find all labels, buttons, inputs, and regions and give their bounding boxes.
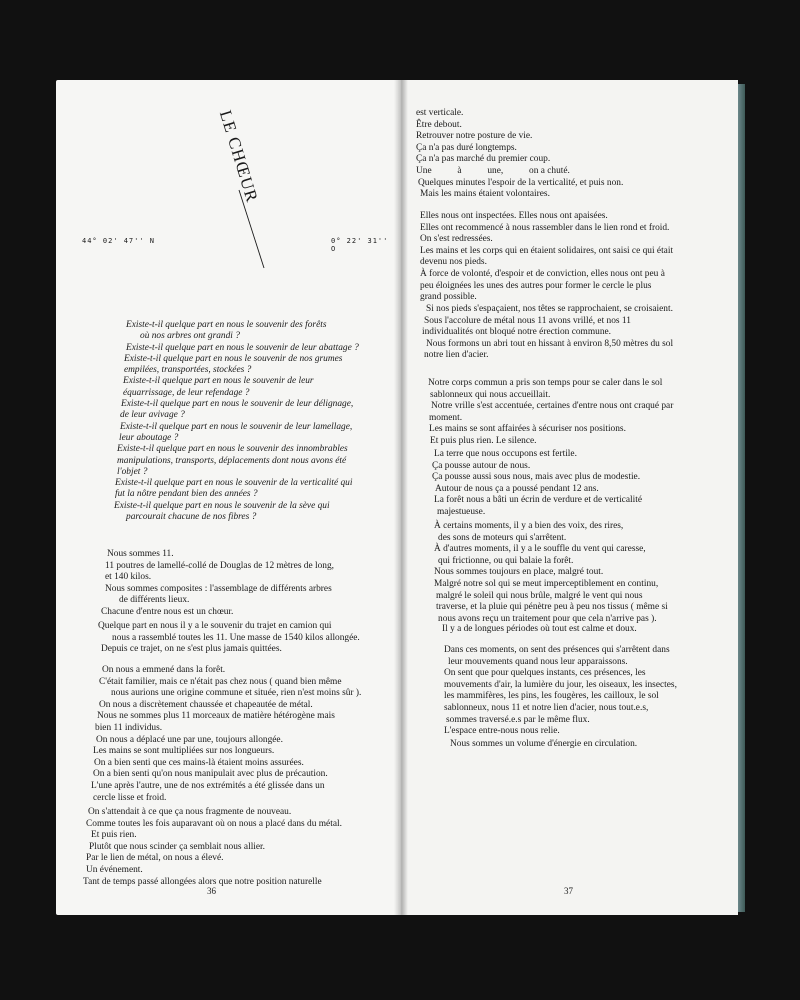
question-line: fut la nôtre pendant bien des années ? — [115, 489, 258, 500]
paragraph-energie — [450, 739, 735, 751]
text-line: majestueuse. — [437, 506, 486, 517]
text-line: peu éloignées les unes des autres pour former le cercle le plus — [420, 280, 652, 291]
text-line: nous a rassemblé toutes les 11. Une masse de 1540 kilos allongée. — [112, 632, 360, 643]
paragraph-terre — [432, 449, 732, 519]
question-line: de leur avivage ? — [120, 410, 185, 421]
text-line: de différents lieux. — [119, 595, 190, 606]
text-line: Les mains se sont multipliées sur nos longueurs. — [93, 746, 275, 757]
text-line: traverse, et la pluie qui pénètre peu à peu nos tissus ( même si — [436, 602, 668, 613]
paragraph-foret — [93, 665, 378, 804]
paragraph-mains — [420, 189, 705, 201]
paragraph-inspectees — [420, 211, 725, 304]
coordinate-longitude: 0° 22' 31'' O — [331, 237, 389, 253]
paragraph-corps-commun — [428, 378, 733, 448]
question-line: où nos arbres ont grandi ? — [140, 331, 240, 342]
text-line: leur mouvements quand nous leur apparaissons. — [448, 656, 628, 667]
text-line: Ça n'a pas marché du premier coup. — [416, 154, 551, 165]
text-line: Être debout. — [416, 119, 462, 130]
title-diagonal-line — [56, 80, 398, 320]
question-line: leur aboutage ? — [119, 432, 179, 443]
question-line: manipulations, transports, déplacements dont nous avons été — [117, 455, 347, 466]
text-line: L'une après l'autre, une de nos extrémités a été glissée dans un — [91, 780, 325, 791]
text-line: Ça pousse autour de nous. — [432, 460, 531, 471]
text-line: Nous ne sommes plus 11 morceaux de matière hétérogène mais — [97, 711, 335, 722]
text-line: On s'attendait à ce que ça nous fragmente de nouveau. — [88, 807, 292, 817]
text-line: Et puis rien. — [91, 830, 137, 841]
text-line: nous avons reçu un traitement pour que cela n'arrive pas ). — [438, 613, 657, 624]
text-line: Notre vrille s'est accentuée, certaines d'entre nous ont craqué par — [431, 401, 674, 412]
text-line: Un événement. — [86, 864, 143, 875]
text-line: Quelque part en nous il y a le souvenir du trajet en camion qui — [98, 621, 332, 631]
text-line: L'espace entre-nous nous relie. — [444, 726, 560, 737]
book-gutter — [394, 80, 408, 915]
question-line: équarrissage, de leur refendage ? — [123, 387, 250, 398]
paragraph-moments — [434, 521, 734, 625]
questions-block — [114, 320, 384, 523]
text-line: On a bien senti que ces mains-là étaient moins assurées. — [94, 757, 304, 768]
paragraph-presences — [442, 645, 732, 738]
text-line: Tant de temps passé allongées alors que notre position naturelle — [83, 876, 322, 887]
text-line: Il y a de longues périodes où tout est calme et doux. — [442, 624, 637, 634]
text-line: Ça pousse aussi sous nous, mais avec plus de modestie. — [432, 472, 641, 483]
question-line: parcourait chacune de nos fibres ? — [126, 512, 257, 523]
text-line: Nous sommes toujours en place, malgré tout. — [434, 567, 604, 578]
question-line: Existe-t-il quelque part en nous le souvenir de la verticalité qui — [115, 478, 353, 489]
paragraph-verticale — [416, 108, 721, 189]
text-line: Les mains et les corps qui en étaient solidaires, ont saisi ce qui était — [420, 245, 674, 256]
text-line: Nous formons un abri tout en hissant à environ 8,50 mètres du sol — [426, 338, 674, 349]
coordinate-latitude: 44° 02' 47'' N — [82, 237, 156, 245]
paragraph-nous-sommes-11 — [101, 549, 386, 619]
text-line: Chacune d'entre nous est un chœur. — [101, 606, 234, 617]
page-number-left: 36 — [207, 886, 216, 896]
text-line: Autour de nous ça a poussé pendant 12 ans. — [435, 483, 599, 494]
text-line: On sent que pour quelques instants, ces présences, les — [444, 668, 646, 679]
text-line: On nous a emmené dans la forêt. — [102, 665, 226, 675]
paragraph-metal — [83, 807, 383, 888]
question-line: Existe-t-il quelque part en nous le souvenir de nos grumes — [124, 353, 343, 364]
question-line: Existe-t-il quelque part en nous le souvenir de leur délignage, — [121, 399, 354, 410]
text-line: Sous l'accolure de métal nous 11 avons vrillé, et nos 11 — [424, 315, 631, 326]
question-line: l'objet ? — [117, 466, 148, 477]
text-line: qui frictionne, ou qui balaie la forêt. — [438, 555, 574, 566]
text-line: et 140 kilos. — [105, 572, 152, 583]
text-line: individualités ont bloqué notre érection commune. — [422, 327, 612, 338]
text-line: On s'est redressées. — [420, 234, 493, 245]
text-line: sommes traversé.e.s par le même flux. — [446, 714, 590, 725]
text-line: sablonneux qui nous accueillait. — [430, 389, 551, 400]
text-line: Elles ont recommencé à nous rassembler dans le lien rond et froid. — [420, 222, 670, 233]
text-line: À certains moments, il y a bien des voix, des rires, — [434, 521, 624, 531]
text-line: Plutôt que nous scinder ça semblait nous allier. — [89, 841, 266, 852]
text-line: Ça n'a pas duré longtemps. — [416, 142, 517, 153]
chapter-title: LE CHŒUR — [215, 108, 262, 205]
text-line: Comme toutes les fois auparavant où on nous a placé dans du métal. — [86, 818, 342, 829]
text-line: Depuis ce trajet, on ne s'est plus jamais quittées. — [101, 644, 282, 655]
text-line: La terre que nous occupons est fertile. — [434, 449, 577, 459]
open-book — [56, 80, 746, 915]
text-line: sablonneux, nous 11 et notre lien d'acier, nous tout.e.s, — [444, 702, 649, 713]
paragraph-calme — [442, 624, 727, 636]
right-page — [398, 80, 738, 915]
paragraph-trajet — [98, 621, 383, 656]
question-line: Existe-t-il quelque part en nous le souvenir de la sève qui — [114, 500, 330, 511]
question-line: Existe-t-il quelque part en nous le souvenir de leur lamellage, — [120, 421, 353, 432]
text-line: Par le lien de métal, on nous a élevé. — [86, 853, 224, 864]
text-line: bien 11 individus. — [95, 722, 163, 733]
text-line: malgré le soleil qui nous brûle, malgré le vent qui nous — [436, 590, 643, 601]
text-line: La forêt nous a bâti un écrin de verdure et de verticalité — [434, 495, 642, 506]
text-line: est verticale. — [416, 108, 464, 118]
text-line: notre lien d'acier. — [424, 350, 489, 361]
text-line: Nous sommes un volume d'énergie en circulation. — [450, 739, 638, 749]
text-line: Si nos pieds s'espaçaient, nos têtes se rapprochaient, se croisaient. — [426, 304, 673, 314]
text-line: nous aurions une origine commune et située, rien n'est moins sûr ). — [111, 688, 362, 699]
text-line: Dans ces moments, on sent des présences qui s'arrêtent dans — [444, 645, 670, 655]
text-line: devenu nos pieds. — [420, 257, 487, 268]
text-line: Notre corps commun a pris son temps pour se caler dans le sol — [428, 378, 663, 388]
text-line: Une à une, on a chuté. — [416, 165, 570, 176]
text-line: 11 poutres de lamellé-collé de Douglas de 12 mètres de long, — [105, 560, 335, 571]
text-line: Et puis plus rien. Le silence. — [430, 435, 537, 446]
question-line: Existe-t-il quelque part en nous le souvenir des innombrables — [117, 444, 348, 455]
question-line: Existe-t-il quelque part en nous le souvenir de leur abattage ? — [126, 342, 359, 353]
text-line: Elles nous ont inspectées. Elles nous ont apaisées. — [420, 211, 608, 221]
text-line: Les mains se sont affairées à sécuriser nos positions. — [429, 424, 626, 435]
question-line: Existe-t-il quelque part en nous le souvenir de leur — [123, 376, 314, 387]
left-page — [56, 80, 398, 915]
text-line: Retrouver notre posture de vie. — [416, 131, 533, 142]
text-line: On nous a discrètement chaussée et chapeautée de métal. — [99, 699, 313, 710]
text-line: Nous sommes 11. — [107, 549, 174, 559]
text-line: C'était familier, mais ce n'était pas chez nous ( quand bien même — [99, 676, 342, 687]
text-line: On nous a déplacé une par une, toujours allongée. — [96, 734, 283, 745]
question-line: empilées, transportées, stockées ? — [124, 365, 252, 376]
text-line: mouvements d'air, la lumière du jour, les oiseaux, les insectes, — [444, 679, 677, 690]
text-line: Quelques minutes l'espoir de la verticalité, et puis non. — [418, 177, 624, 188]
text-line: cercle lisse et froid. — [93, 792, 167, 803]
text-line: moment. — [429, 412, 463, 423]
question-line: Existe-t-il quelque part en nous le souvenir des forêts — [126, 320, 327, 330]
text-line: On a bien senti qu'on nous manipulait avec plus de précaution. — [93, 769, 328, 780]
page-number-right: 37 — [564, 886, 573, 896]
text-line: Mais les mains étaient volontaires. — [420, 189, 550, 199]
text-line: Malgré notre sol qui se meut imperceptiblement en continu, — [434, 578, 659, 589]
text-line: Nous sommes composites : l'assemblage de différents arbres — [105, 583, 332, 594]
text-line: grand possible. — [420, 292, 477, 303]
paragraph-pieds — [422, 304, 727, 362]
text-line: les mammifères, les pins, les fougères, les cailloux, le sol — [444, 691, 659, 702]
text-line: À d'autres moments, il y a le souffle du vent qui caresse, — [434, 544, 646, 555]
text-line: des sons de moteurs qui s'arrêtent. — [438, 532, 567, 543]
text-line: À force de volonté, d'espoir et de conviction, elles nous ont peu à — [420, 268, 665, 279]
